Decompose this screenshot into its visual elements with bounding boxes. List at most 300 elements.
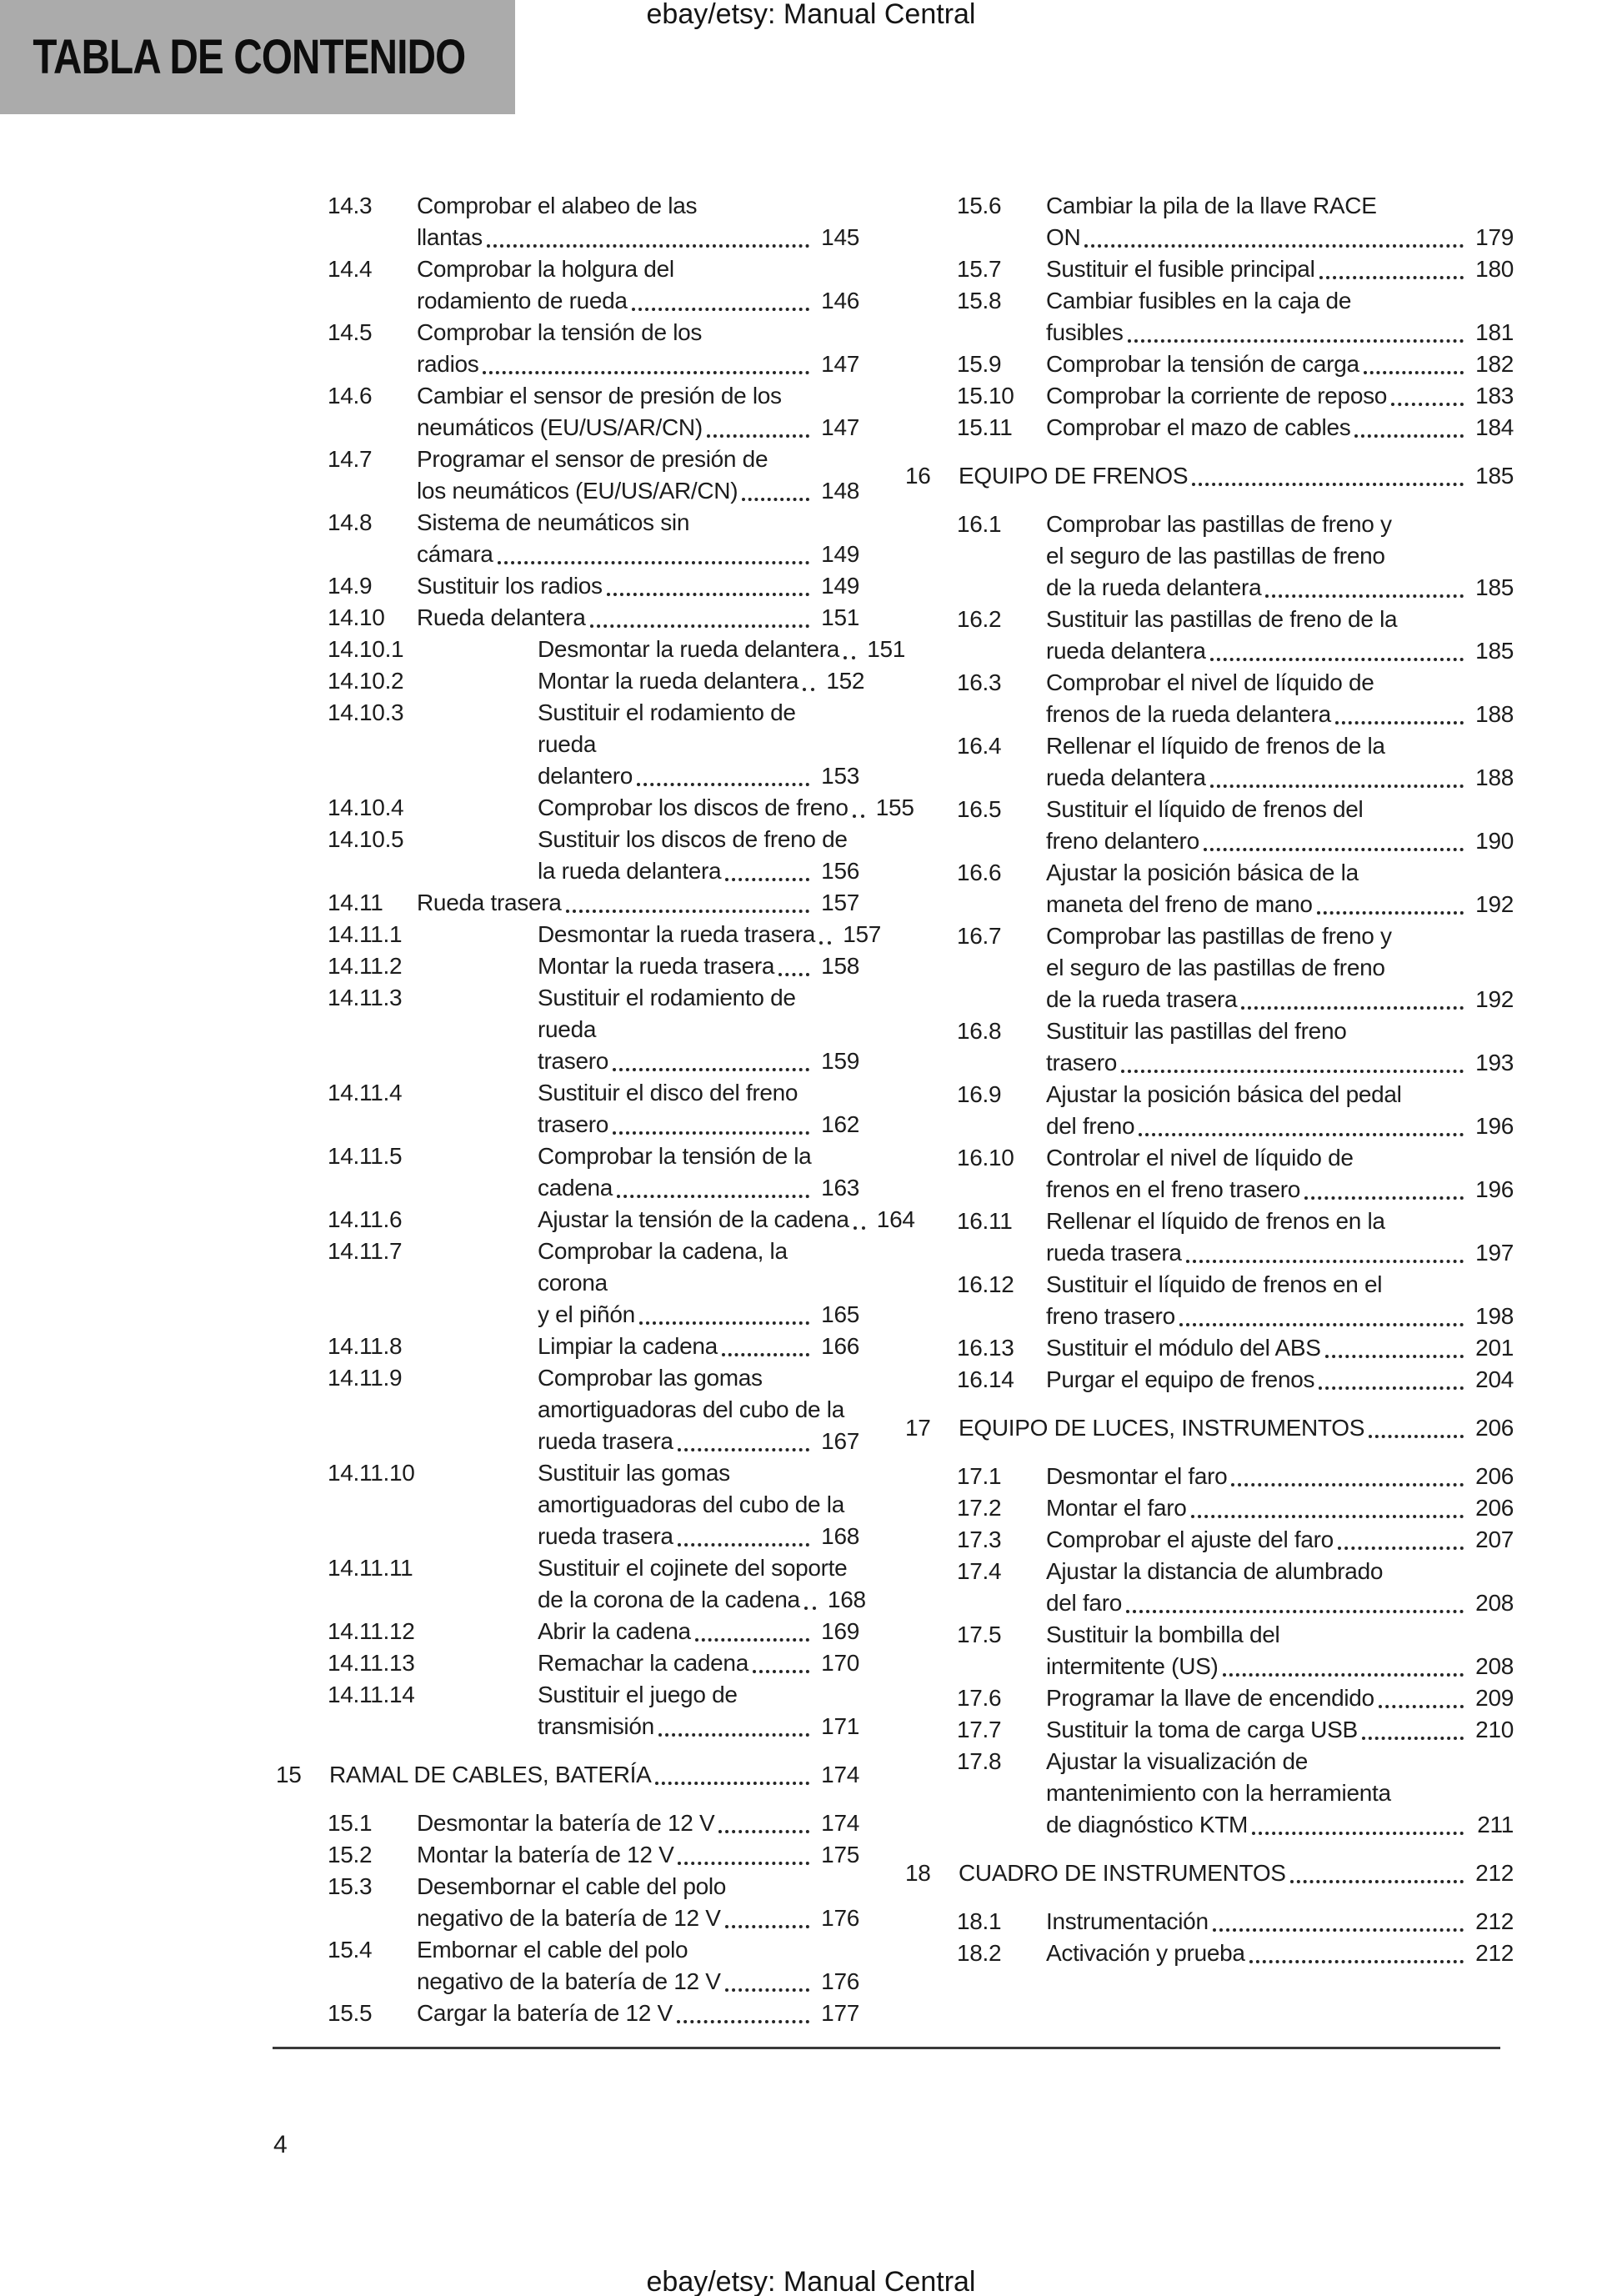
toc-entry — [905, 667, 1514, 730]
toc-entry-page: 185 — [1475, 638, 1514, 664]
toc-entry-title-line: la rueda delantera — [538, 858, 722, 884]
toc-leader-dots — [1325, 1332, 1464, 1358]
toc-entry-page: 196 — [1475, 1176, 1514, 1202]
toc-entry-title-line: negativo de la batería de 12 V — [417, 1905, 721, 1931]
toc-entry-number: 15.2 — [328, 1842, 373, 1867]
toc-entry-title — [1046, 1714, 1514, 1746]
footer-divider — [273, 2047, 1500, 2049]
toc-entry-title — [417, 602, 859, 634]
toc-entry-title-line: Sustituir el disco del freno — [538, 1080, 798, 1105]
toc-entry — [276, 919, 882, 950]
toc-leader-dots — [819, 919, 831, 945]
toc-entry-page: 147 — [821, 414, 859, 440]
toc-entry-title-line: Desmontar la rueda trasera — [538, 921, 816, 947]
toc-leader-dots — [1139, 1110, 1464, 1136]
toc-entry-title-line: Rellenar el líquido de frenos en la — [1046, 1208, 1385, 1234]
toc-entry-number: 14.11.13 — [328, 1650, 415, 1676]
toc-entry-title-line: EQUIPO DE FRENOS — [959, 463, 1189, 489]
toc-entry — [276, 444, 859, 507]
toc-entry-title-line: Sistema de neumáticos sin — [417, 509, 690, 535]
toc-entry-page: 208 — [1475, 1590, 1514, 1616]
toc-entry-page: 206 — [1475, 1415, 1514, 1441]
toc-entry-title — [417, 190, 859, 253]
toc-entry-title-line: Sustituir las pastillas de freno de la — [1046, 606, 1398, 632]
toc-entry — [276, 950, 859, 982]
toc-entry-title — [1046, 190, 1514, 253]
toc-entry-page: 156 — [821, 858, 859, 884]
toc-entry-number: 14.10.1 — [328, 636, 404, 662]
toc-entry-title-line: Sustituir las gomas — [538, 1460, 730, 1486]
toc-entry — [276, 1204, 915, 1236]
toc-leader-dots — [1213, 1906, 1464, 1932]
toc-entry-page: 168 — [821, 1523, 859, 1549]
toc-entry-title — [538, 950, 859, 982]
toc-leader-dots — [1204, 825, 1464, 851]
toc-entry — [276, 1236, 859, 1331]
toc-entry-number: 17.6 — [957, 1685, 1002, 1711]
toc-leader-dots — [1186, 1237, 1464, 1263]
toc-entry-number: 17.4 — [957, 1558, 1002, 1584]
toc-leader-dots — [483, 348, 809, 374]
toc-entry-number: 14.11.5 — [328, 1143, 403, 1169]
toc-entry-number: 17.5 — [957, 1622, 1002, 1647]
toc-entry-title — [1046, 794, 1514, 857]
toc-entry-page: 185 — [1475, 574, 1514, 600]
toc-entry-page: 158 — [821, 953, 859, 979]
toc-entry-title — [1046, 667, 1514, 730]
toc-entry-title — [538, 1647, 859, 1679]
toc-entry — [276, 1998, 859, 2029]
toc-entry-number: 15.6 — [957, 193, 1002, 218]
toc-entry — [276, 824, 859, 887]
toc-entry-number: 17.2 — [957, 1495, 1002, 1521]
toc-leader-dots — [1241, 984, 1464, 1010]
toc-entry-title-line: Activación y prueba — [1046, 1940, 1245, 1966]
toc-entry-title — [538, 792, 914, 824]
toc-entry-title-line: Montar la batería de 12 V — [417, 1842, 674, 1867]
toc-entry-page: 163 — [821, 1175, 859, 1201]
toc-entry-number: 14.11.6 — [328, 1206, 403, 1232]
toc-entry — [905, 1206, 1514, 1269]
toc-entry-number: 14.11.7 — [328, 1238, 403, 1264]
header-watermark: ebay/etsy: Manual Central — [646, 0, 976, 30]
toc-entry-title-line: rueda trasera — [1046, 1240, 1182, 1266]
toc-leader-dots — [778, 950, 809, 976]
toc-leader-dots — [1362, 1714, 1464, 1740]
toc-entry — [276, 887, 859, 919]
toc-entry-title-line: trasero — [538, 1111, 609, 1137]
toc-leader-dots — [725, 1966, 809, 1992]
toc-entry-number: 14.6 — [328, 383, 373, 409]
toc-entry-number: 14.11.9 — [328, 1365, 403, 1391]
toc-entry-number: 16.5 — [957, 796, 1002, 822]
toc-entry — [905, 460, 1514, 492]
toc-entry-number: 14.11.1 — [328, 921, 403, 947]
toc-entry — [276, 1871, 859, 1934]
toc-entry-page: 198 — [1475, 1303, 1514, 1329]
toc-entry-title — [417, 444, 859, 507]
toc-entry-title-line: Cargar la batería de 12 V — [417, 2000, 673, 2026]
toc-entry-page: 176 — [821, 1905, 859, 1931]
toc-entry-page: 212 — [1475, 1908, 1514, 1934]
toc-entry-number: 15.10 — [957, 383, 1014, 409]
toc-entry-title — [417, 380, 859, 444]
toc-entry-title-line: los neumáticos (EU/US/AR/CN) — [417, 478, 738, 504]
toc-entry-page: 152 — [826, 668, 865, 694]
toc-entry-page: 188 — [1475, 764, 1514, 790]
toc-entry-title — [1046, 1015, 1514, 1079]
toc-entry-title — [959, 460, 1514, 492]
toc-entry — [276, 792, 914, 824]
toc-entry — [276, 1077, 859, 1140]
toc-entry-number: 15.7 — [957, 256, 1002, 282]
toc-left-column — [276, 190, 915, 2029]
toc-entry-title-line: freno trasero — [1046, 1303, 1175, 1329]
toc-entry — [905, 1619, 1514, 1682]
toc-leader-dots — [722, 1331, 809, 1356]
toc-entry-number: 14.11.12 — [328, 1618, 415, 1644]
toc-leader-dots — [1265, 572, 1464, 598]
toc-leader-dots — [1223, 1651, 1464, 1677]
toc-entry-number: 15.8 — [957, 288, 1002, 313]
toc-entry-title-line: ON — [1046, 224, 1081, 250]
toc-leader-dots — [1126, 1587, 1464, 1613]
toc-entry — [905, 1079, 1514, 1142]
toc-entry-number: 14.5 — [328, 319, 373, 345]
toc-leader-dots — [607, 570, 809, 596]
toc-entry-page: 145 — [821, 224, 859, 250]
toc-entry-title — [1046, 604, 1514, 667]
toc-entry — [905, 857, 1514, 920]
toc-entry-number: 14.10.5 — [328, 826, 404, 852]
toc-entry-title-line: del freno — [1046, 1113, 1135, 1139]
toc-entry-title-line: CUADRO DE INSTRUMENTOS — [959, 1860, 1286, 1886]
toc-entry-title — [538, 665, 865, 697]
toc-entry — [905, 285, 1514, 348]
toc-entry-page: 185 — [1475, 463, 1514, 489]
toc-leader-dots — [695, 1616, 809, 1642]
toc-entry-title — [959, 1857, 1514, 1889]
toc-entry-title-line: Purgar el equipo de frenos — [1046, 1366, 1315, 1392]
toc-entry-page: 206 — [1475, 1495, 1514, 1521]
toc-entry — [905, 1906, 1514, 1938]
toc-entry-title — [1046, 253, 1514, 285]
toc-entry-title-line: Sustituir el módulo del ABS — [1046, 1335, 1321, 1361]
toc-leader-dots — [677, 1998, 809, 2023]
toc-entry-title-line: Cambiar la pila de la llave RACE — [1046, 193, 1377, 218]
toc-entry — [905, 380, 1514, 412]
toc-entry-page: 174 — [821, 1762, 859, 1787]
toc-entry-title-line: rueda trasera — [538, 1523, 673, 1549]
toc-entry-title — [538, 1331, 859, 1362]
toc-entry — [905, 1412, 1514, 1444]
toc-entry — [276, 1807, 859, 1839]
toc-leader-dots — [804, 1584, 816, 1610]
toc-entry-title-line: Ajustar la posición básica de la — [1046, 860, 1359, 885]
toc-entry-title-line: Rueda trasera — [417, 890, 562, 915]
toc-entry-title-line: Comprobar la tensión de los — [417, 319, 703, 345]
toc-entry-page: 180 — [1475, 256, 1514, 282]
toc-entry-title-line: Remachar la cadena — [538, 1650, 748, 1676]
toc-entry — [905, 253, 1514, 285]
toc-entry-number: 15.11 — [957, 414, 1013, 440]
toc-entry-title-line: y el piñón — [538, 1301, 635, 1327]
toc-entry-title-line: Sustituir la toma de carga USB — [1046, 1717, 1358, 1742]
toc-leader-dots — [853, 792, 864, 818]
toc-entry — [276, 697, 859, 792]
toc-entry-page: 155 — [875, 795, 914, 820]
toc-entry-number: 16.11 — [957, 1208, 1013, 1234]
toc-entry-page: 169 — [821, 1618, 859, 1644]
toc-entry-title — [1046, 1556, 1514, 1619]
toc-entry — [905, 1714, 1514, 1746]
toc-leader-dots — [613, 1109, 809, 1135]
toc-entry-page: 162 — [821, 1111, 859, 1137]
toc-entry-page: 210 — [1475, 1717, 1514, 1742]
toc-entry-page: 166 — [821, 1333, 859, 1359]
toc-entry-title-line: Rellenar el líquido de frenos de la — [1046, 733, 1385, 759]
toc-entry-page: 176 — [821, 1968, 859, 1994]
toc-entry-number: 17 — [905, 1415, 931, 1441]
toc-leader-dots — [678, 1839, 809, 1865]
toc-entry-title — [1046, 380, 1514, 412]
toc-entry — [276, 1759, 859, 1791]
toc-entry-number: 16.12 — [957, 1271, 1014, 1297]
toc-entry-title-line: frenos en el freno trasero — [1046, 1176, 1301, 1202]
toc-leader-dots — [854, 1204, 865, 1230]
toc-entry-page: 201 — [1475, 1335, 1514, 1361]
toc-entry-title — [417, 1807, 859, 1839]
toc-entry-title-line: Sustituir el líquido de frenos del — [1046, 796, 1364, 822]
toc-entry — [276, 1616, 859, 1647]
toc-entry-number: 17.1 — [957, 1463, 1002, 1489]
toc-entry-page: 157 — [843, 921, 882, 947]
toc-entry-title — [1046, 1079, 1514, 1142]
toc-entry-title — [1046, 285, 1514, 348]
toc-leader-dots — [707, 412, 809, 438]
toc-leader-dots — [498, 539, 809, 564]
toc-entry — [276, 1140, 859, 1204]
toc-entry-title-line: de diagnóstico KTM — [1046, 1812, 1249, 1837]
toc-entry-title-line: Ajustar la visualización de — [1046, 1748, 1309, 1774]
toc-entry-title-line: del faro — [1046, 1590, 1122, 1616]
toc-entry-number: 14.11.11 — [328, 1555, 413, 1581]
toc-entry-number: 16.10 — [957, 1145, 1014, 1171]
toc-entry-title-line: Sustituir el cojinete del soporte — [538, 1555, 848, 1581]
toc-entry-title — [538, 1362, 859, 1457]
toc-leader-dots — [725, 855, 809, 881]
toc-entry-number: 14.10.3 — [328, 699, 404, 725]
toc-entry-page: 170 — [821, 1650, 859, 1676]
toc-entry-number: 16.2 — [957, 606, 1002, 632]
toc-entry-title — [538, 982, 859, 1077]
toc-entry — [905, 1524, 1514, 1556]
toc-entry-page: 192 — [1475, 891, 1514, 917]
toc-entry — [905, 509, 1514, 604]
toc-entry-title — [1046, 1906, 1514, 1938]
toc-leader-dots — [1179, 1301, 1464, 1326]
toc-entry-title-line: amortiguadoras del cubo de la — [538, 1491, 844, 1517]
toc-entry — [276, 1552, 866, 1616]
toc-entry — [905, 1015, 1514, 1079]
toc-entry-page: 182 — [1475, 351, 1514, 377]
toc-entry-page: 148 — [821, 478, 859, 504]
toc-leader-dots — [590, 602, 809, 628]
toc-entry-number: 17.8 — [957, 1748, 1002, 1774]
toc-entry-title-line: negativo de la batería de 12 V — [417, 1968, 721, 1994]
toc-entry-title-line: RAMAL DE CABLES, BATERÍA — [329, 1762, 652, 1787]
toc-entry-title — [417, 1839, 859, 1871]
toc-entry — [276, 317, 859, 380]
toc-entry-title-line: rueda trasera — [538, 1428, 673, 1454]
toc-entry-title — [1046, 857, 1514, 920]
toc-entry-title-line: radios — [417, 351, 479, 377]
toc-entry-page: 204 — [1475, 1366, 1514, 1392]
toc-entry-title — [538, 1204, 915, 1236]
toc-entry-title — [538, 1616, 859, 1647]
toc-entry-title — [959, 1412, 1514, 1444]
toc-entry-title-line: Cambiar el sensor de presión de los — [417, 383, 782, 409]
toc-entry-title — [538, 1236, 859, 1331]
toc-entry-title-line: Programar el sensor de presión de — [417, 446, 768, 472]
toc-entry — [905, 1461, 1514, 1492]
toc-entry-title-line: Comprobar las gomas — [538, 1365, 763, 1391]
toc-entry-number: 14.11.10 — [328, 1460, 415, 1486]
toc-entry-number: 14.4 — [328, 256, 373, 282]
toc-entry-title-line: Desmontar el faro — [1046, 1463, 1228, 1489]
toc-entry-number: 15.5 — [328, 2000, 373, 2026]
toc-entry-page: 165 — [821, 1301, 859, 1327]
toc-entry-title-line: Sustituir el rodamiento de rueda — [538, 699, 796, 757]
toc-entry-title — [417, 1934, 859, 1998]
toc-entry-title-line: Desmontar la batería de 12 V — [417, 1810, 715, 1836]
toc-entry-title-line: Controlar el nivel de líquido de — [1046, 1145, 1354, 1171]
toc-entry-page: 184 — [1475, 414, 1514, 440]
toc-entry-title-line: Comprobar la corriente de reposo — [1046, 383, 1388, 409]
toc-entry-title-line: Instrumentación — [1046, 1908, 1209, 1934]
page-title: TABLA DE CONTENIDO — [33, 30, 466, 84]
toc-leader-dots — [658, 1711, 809, 1737]
toc-entry-number: 16.9 — [957, 1081, 1002, 1107]
toc-leader-dots — [1290, 1857, 1464, 1883]
toc-entry-title — [1046, 1142, 1514, 1206]
toc-entry-page: 196 — [1475, 1113, 1514, 1139]
toc-entry — [905, 1492, 1514, 1524]
toc-entry-number: 14.11.4 — [328, 1080, 403, 1105]
toc-entry-title-line: Sustituir los radios — [417, 573, 603, 599]
toc-leader-dots — [678, 1521, 809, 1547]
toc-leader-dots — [1231, 1461, 1464, 1486]
toc-entry — [276, 253, 859, 317]
toc-entry-page: 168 — [827, 1587, 866, 1612]
toc-entry-title-line: Sustituir el líquido de frenos en el — [1046, 1271, 1383, 1297]
toc-entry-title-line: Rueda delantera — [417, 604, 586, 630]
toc-entry-title-line: trasero — [538, 1048, 609, 1074]
toc-entry-title — [417, 253, 859, 317]
toc-entry-title-line: freno delantero — [1046, 828, 1199, 854]
toc-entry-page: 179 — [1475, 224, 1514, 250]
toc-leader-dots — [639, 1299, 809, 1325]
toc-entry-title-line: intermitente (US) — [1046, 1653, 1219, 1679]
toc-entry — [276, 1839, 859, 1871]
toc-entry-number: 14.3 — [328, 193, 373, 218]
toc-leader-dots — [725, 1902, 809, 1928]
toc-leader-dots — [655, 1759, 809, 1785]
toc-entry — [276, 1331, 859, 1362]
toc-leader-dots — [1210, 762, 1464, 788]
toc-leader-dots — [803, 665, 814, 691]
toc-leader-dots — [1210, 635, 1464, 661]
toc-entry-title-line: Sustituir el rodamiento de rueda — [538, 985, 796, 1042]
toc-entry — [276, 1362, 859, 1457]
toc-entry-page: 183 — [1475, 383, 1514, 409]
toc-entry-title-line: rodamiento de rueda — [417, 288, 628, 313]
toc-entry — [905, 1332, 1514, 1364]
toc-entry-title — [1046, 1206, 1514, 1269]
toc-entry — [905, 1556, 1514, 1619]
toc-entry-title-line: de la corona de la cadena — [538, 1587, 800, 1612]
toc-leader-dots — [1319, 253, 1464, 279]
toc-entry-title-line: Embornar el cable del polo — [417, 1937, 688, 1963]
toc-entry-page: 175 — [821, 1842, 859, 1867]
toc-entry-title — [1046, 1364, 1514, 1396]
toc-entry-title-line: Comprobar la cadena, la corona — [538, 1238, 788, 1296]
toc-entry-number: 18 — [905, 1860, 931, 1886]
toc-entry-page: 212 — [1475, 1860, 1514, 1886]
toc-entry-page: 153 — [821, 763, 859, 789]
toc-entry-page: 146 — [821, 288, 859, 313]
toc-entry-number: 16.14 — [957, 1366, 1014, 1392]
toc-entry-number: 15.3 — [328, 1873, 373, 1899]
toc-entry-page: 212 — [1475, 1940, 1514, 1966]
toc-leader-dots — [678, 1426, 809, 1451]
toc-entry-title — [538, 919, 882, 950]
toc-entry-title-line: Sustituir las pastillas del freno — [1046, 1018, 1347, 1044]
toc-entry-page: 193 — [1475, 1050, 1514, 1075]
toc-entry-number: 16.7 — [957, 923, 1002, 949]
toc-entry-page: 190 — [1475, 828, 1514, 854]
toc-entry-title — [538, 1077, 859, 1140]
toc-entry-title-line: Comprobar el ajuste del faro — [1046, 1526, 1334, 1552]
toc-entry-title — [1046, 1461, 1514, 1492]
toc-entry-title-line: llantas — [417, 224, 483, 250]
toc-entry-title-line: Sustituir los discos de freno de — [538, 826, 848, 852]
toc-entry-title-line: neumáticos (EU/US/AR/CN) — [417, 414, 703, 440]
toc-entry-page: 208 — [1475, 1653, 1514, 1679]
toc-entry — [905, 730, 1514, 794]
toc-entry — [905, 794, 1514, 857]
toc-entry-page: 207 — [1475, 1526, 1514, 1552]
toc-leader-dots — [1191, 1492, 1464, 1518]
toc-entry-title-line: cámara — [417, 541, 493, 567]
toc-entry-title — [1046, 509, 1514, 604]
toc-leader-dots — [1317, 889, 1464, 915]
toc-entry-number: 15.1 — [328, 1810, 373, 1836]
footer-page-number: 4 — [273, 2131, 288, 2158]
toc-entry — [905, 348, 1514, 380]
toc-entry-page: 147 — [821, 351, 859, 377]
toc-entry-title-line: frenos de la rueda delantera — [1046, 701, 1331, 727]
toc-entry-number: 16.8 — [957, 1018, 1002, 1044]
toc-entry-page: 171 — [821, 1713, 859, 1739]
toc-entry-title-line: Montar la rueda delantera — [538, 668, 799, 694]
toc-entry-page: 177 — [821, 2000, 859, 2026]
toc-leader-dots — [1249, 1938, 1464, 1963]
toc-entry-page: 157 — [821, 890, 859, 915]
toc-entry-title — [417, 887, 859, 919]
toc-entry-page: 188 — [1475, 701, 1514, 727]
toc-entry-title — [1046, 1269, 1514, 1332]
